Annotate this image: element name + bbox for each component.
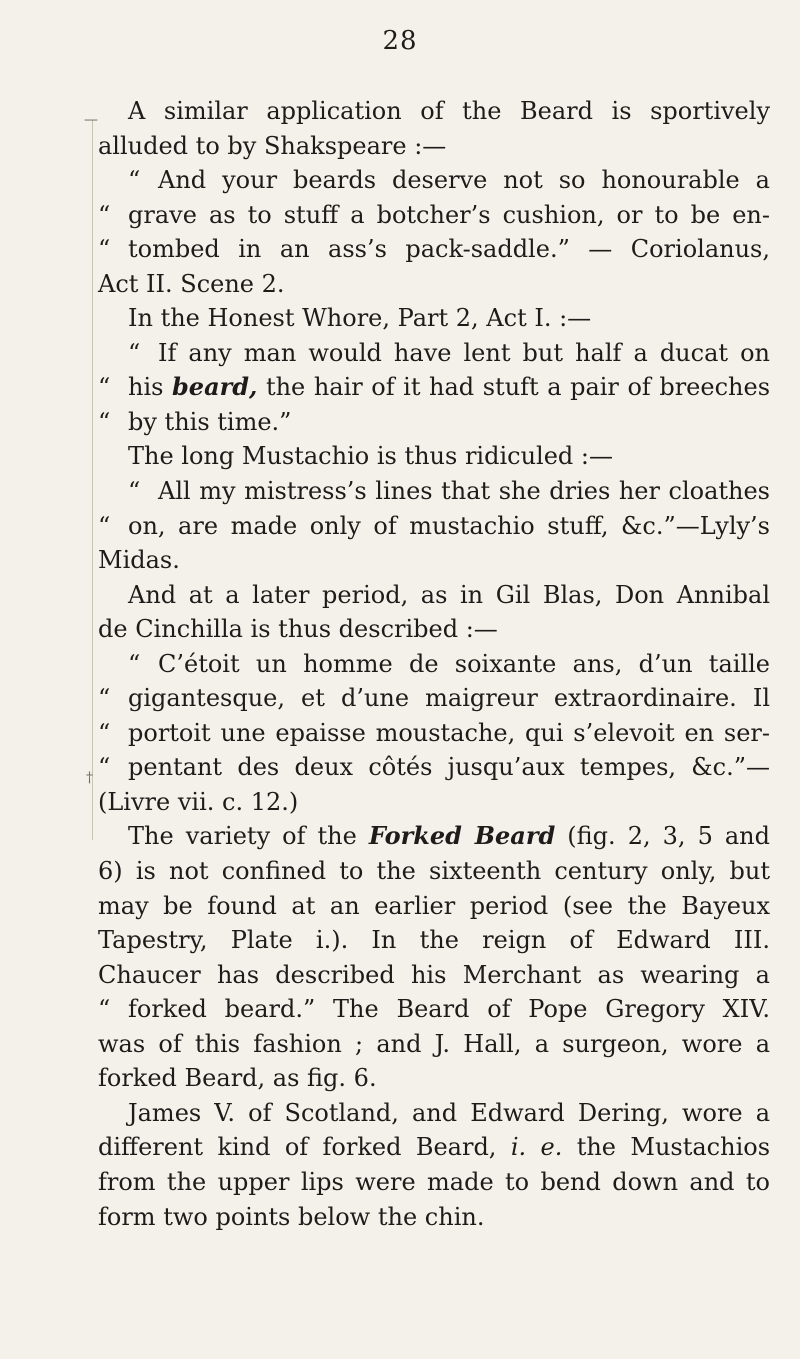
text-line: alluded to by Shakspeare :— — [98, 131, 447, 160]
text-line: Tapestry, Plate i.). In the reign of Edward III. — [98, 926, 770, 955]
text-line: de Cinchilla is thus described :— — [98, 615, 498, 644]
text-line: “ All my mistress’s lines that she dries her cloathes — [128, 477, 770, 506]
text-line: 6) is not confined to the sixteenth century only, but — [98, 857, 770, 886]
text-line: (Livre vii. c. 12.) — [98, 787, 299, 816]
page-number: 28 — [382, 26, 418, 56]
text-line: The variety of the Forked Beard (fig. 2, 3, 5 and — [128, 821, 771, 851]
text-line: “ And your beards deserve not so honourable a — [128, 166, 770, 195]
text-line: “ C’étoit un homme de soixante ans, d’un taille — [128, 649, 770, 678]
margin-mark: — — [84, 112, 98, 128]
text-line: forked Beard, as fig. 6. — [98, 1064, 377, 1093]
margin-rule — [92, 120, 93, 840]
text-line: James V. of Scotland, and Edward Dering, wore a — [128, 1098, 770, 1127]
text-line: Chaucer has described his Merchant as wearing a — [98, 960, 770, 989]
margin-mark: † — [86, 770, 93, 786]
text-line: was of this fashion ; and J. Hall, a surgeon, wore a — [98, 1029, 770, 1058]
text-line: “ If any man would have lent but half a ducat on — [128, 338, 770, 367]
text-line: “ his beard, the hair of it had stuft a pair of breeches — [98, 372, 771, 402]
text-line: may be found at an earlier period (see the Bayeux — [98, 891, 770, 920]
text-line: A similar application of the Beard is sportively — [128, 97, 770, 125]
text-line: The long Mustachio is thus ridiculed :— — [128, 442, 613, 471]
text-line: different kind of forked Beard, i. e. the Mustachios — [98, 1133, 771, 1162]
text-line: “ portoit une epaisse moustache, qui s’elevoit en ser- — [98, 718, 770, 747]
text-line: “ gigantesque, et d’une maigreur extraordinaire. Il — [98, 684, 770, 713]
text-line: “ on, are made only of mustachio stuff, &c.”—Lyly’s — [98, 511, 770, 540]
text-line: “ pentant des deux côtés jusqu’aux tempes, &c.”— — [98, 753, 770, 782]
text-line: form two points below the chin. — [98, 1202, 485, 1231]
text-line: “ by this time.” — [98, 407, 292, 436]
body-text — [98, 94, 770, 1234]
text-line: In the Honest Whore, Part 2, Act I. :— — [128, 304, 592, 333]
text-line: “ grave as to stuff a botcher’s cushion, or to be en- — [98, 200, 770, 229]
text-line: “ tombed in an ass’s pack-saddle.” — Coriolanus, — [98, 235, 770, 264]
text-line: Midas. — [98, 546, 180, 575]
text-line: from the upper lips were made to bend down and to — [98, 1167, 770, 1196]
text-line: Act II. Scene 2. — [98, 269, 285, 298]
text-line: “ forked beard.” The Beard of Pope Gregory XIV. — [98, 995, 770, 1024]
text-line: And at a later period, as in Gil Blas, Don Annibal — [128, 580, 770, 609]
